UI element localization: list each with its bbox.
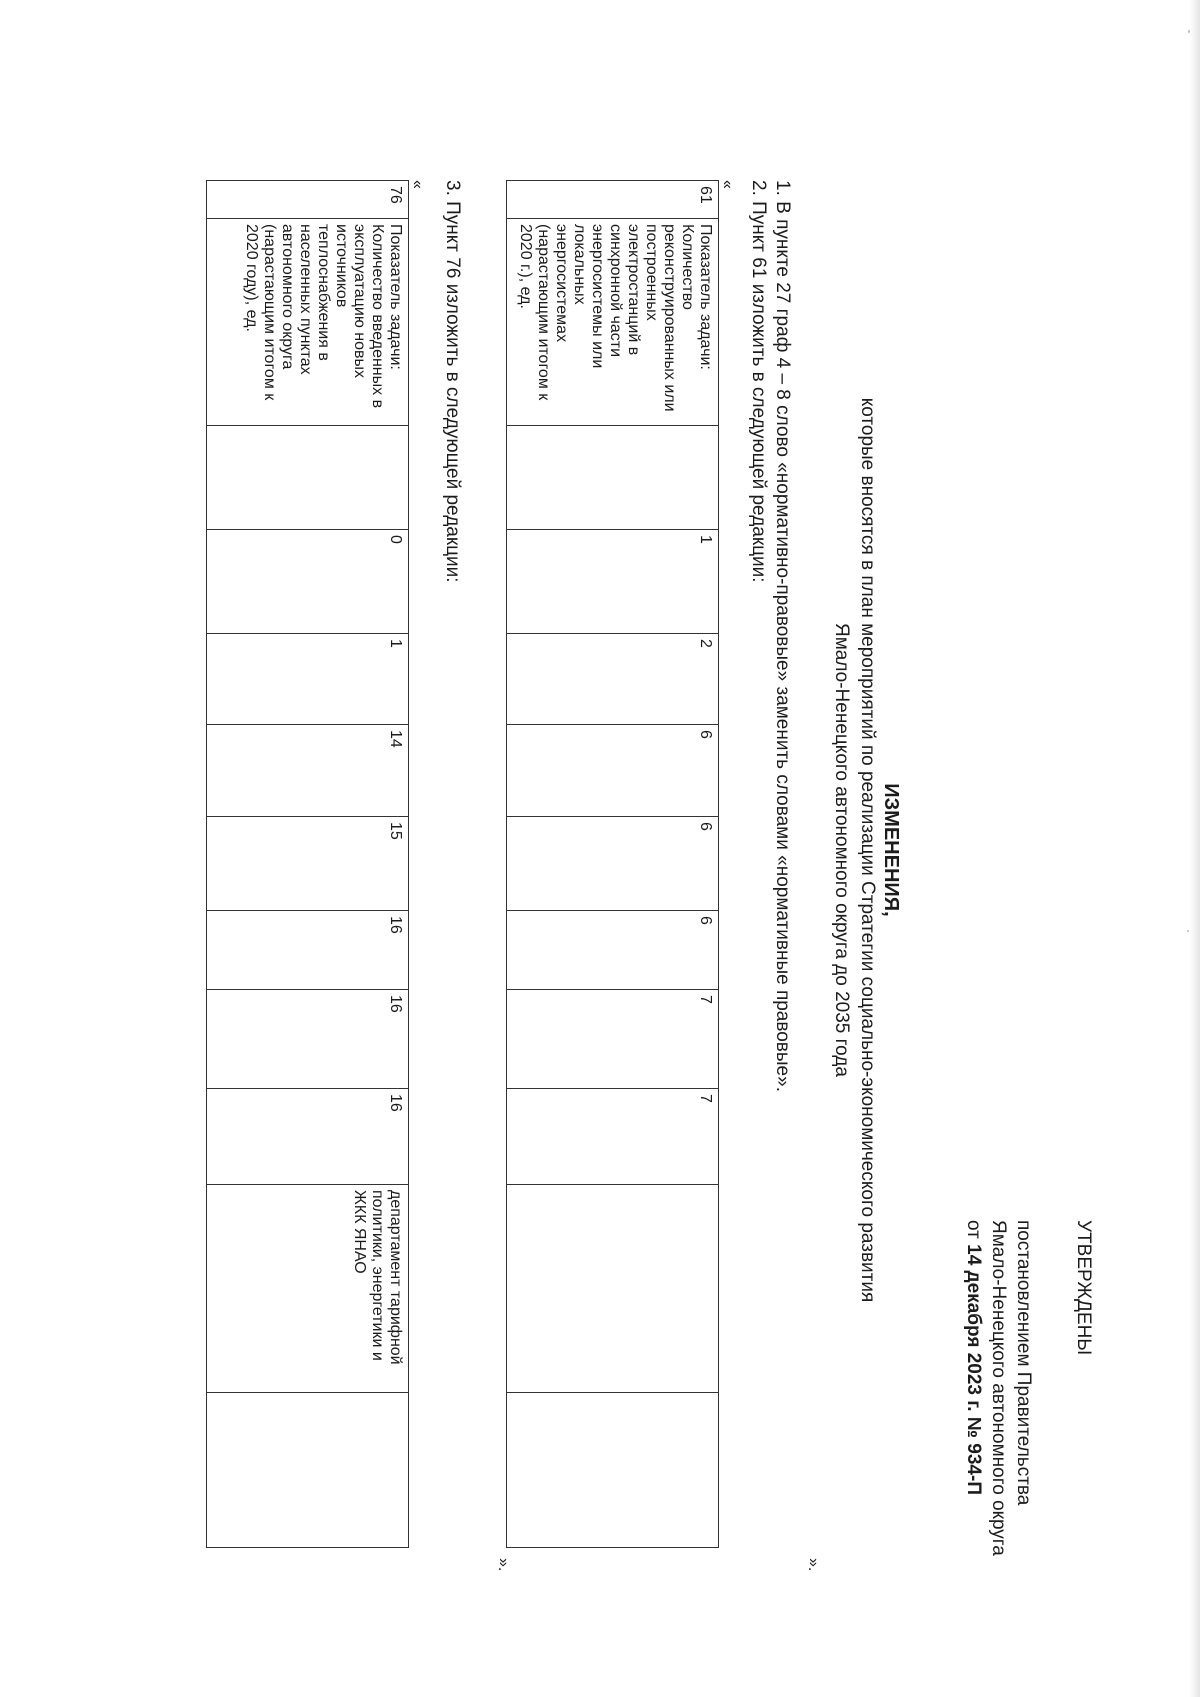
subtitle-line-2: Ямало-Ненецкого автономного округа до 2035 года — [831, 623, 852, 1077]
cell-col-10: 16 — [207, 1089, 409, 1185]
document-title: ИЗМЕНЕНИЯ, — [880, 783, 902, 917]
cell-indicator: Показатель задачи: Количество реконструированных или построенных электростанций в синхронной части энергосистемы или локальных энергосистемах (нарастающим итогом к 2020 г.), ед. — [507, 219, 719, 426]
approval-stamp: УТВЕРЖДЕНЫ — [1073, 1220, 1094, 1356]
cell-col-7: 15 — [207, 817, 409, 911]
approval-line-3 — [961, 1220, 986, 1620]
cell-col-6: 6 — [507, 725, 719, 817]
cell-col-6: 14 — [207, 725, 409, 817]
cell-col-3 — [207, 426, 409, 530]
cell-col-10: 7 — [507, 1089, 719, 1185]
quote-open-76: « — [409, 180, 426, 189]
table-row-61 — [506, 180, 719, 1548]
rotated-page — [243, 80, 1124, 1620]
quote-close-61: ». — [805, 1558, 822, 1572]
scan-edge-shadow — [1190, 0, 1200, 1697]
scan-speck — [1188, 30, 1190, 33]
cell-row-number: 76 — [207, 181, 409, 219]
cell-col-3 — [507, 426, 719, 530]
table-row-76 — [206, 180, 409, 1548]
subtitle-line-1: которые вносятся в план мероприятий по реализации Стратегии социально-экономического развития — [857, 397, 878, 1303]
approval-block — [961, 1220, 1096, 1620]
approval-date-number: 14 декабря 2023 г. № 934-П — [963, 1244, 984, 1495]
cell-col-9: 16 — [207, 990, 409, 1089]
cell-col-7: 6 — [507, 817, 719, 911]
approval-prefix: от — [963, 1220, 984, 1239]
cell-col-8: 6 — [507, 911, 719, 990]
approval-line-1: постановлением Правительства — [1013, 1220, 1034, 1506]
cell-col-11: департамент тарифной политики, энергетики и ЖКК ЯНАО — [207, 1185, 409, 1393]
cell-col-5: 1 — [207, 634, 409, 725]
cell-col-4: 0 — [207, 530, 409, 634]
approval-line-2: Ямало-Ненецкого автономного округа — [988, 1220, 1009, 1556]
document-subtitle — [828, 300, 880, 1400]
item-3: 3. Пункт 76 изложить в следующей редакции: — [442, 180, 463, 583]
cell-row-number: 61 — [507, 181, 719, 219]
item-2: 2. Пункт 61 изложить в следующей редакции: — [748, 180, 769, 583]
scan-speck — [1187, 930, 1189, 932]
item-1: 1. В пункте 27 граф 4 – 8 слово «нормативно-правовые» заменить словами «нормативные правовые». — [772, 180, 793, 1092]
cell-col-8: 16 — [207, 911, 409, 990]
cell-col-4: 1 — [507, 530, 719, 634]
cell-col-11 — [507, 1185, 719, 1393]
quote-close-76: ». — [495, 1558, 512, 1572]
quote-open-61: « — [719, 180, 736, 189]
cell-indicator: Показатель задачи: Количество введенных в эксплуатацию новых источников теплоснабжения в населенных пунктах автономного округа (нарастающим итогом к 2020 году), ед. — [207, 219, 409, 426]
cell-col-12 — [207, 1393, 409, 1548]
cell-col-12 — [507, 1393, 719, 1548]
cell-col-5: 2 — [507, 634, 719, 725]
cell-col-9: 7 — [507, 990, 719, 1089]
